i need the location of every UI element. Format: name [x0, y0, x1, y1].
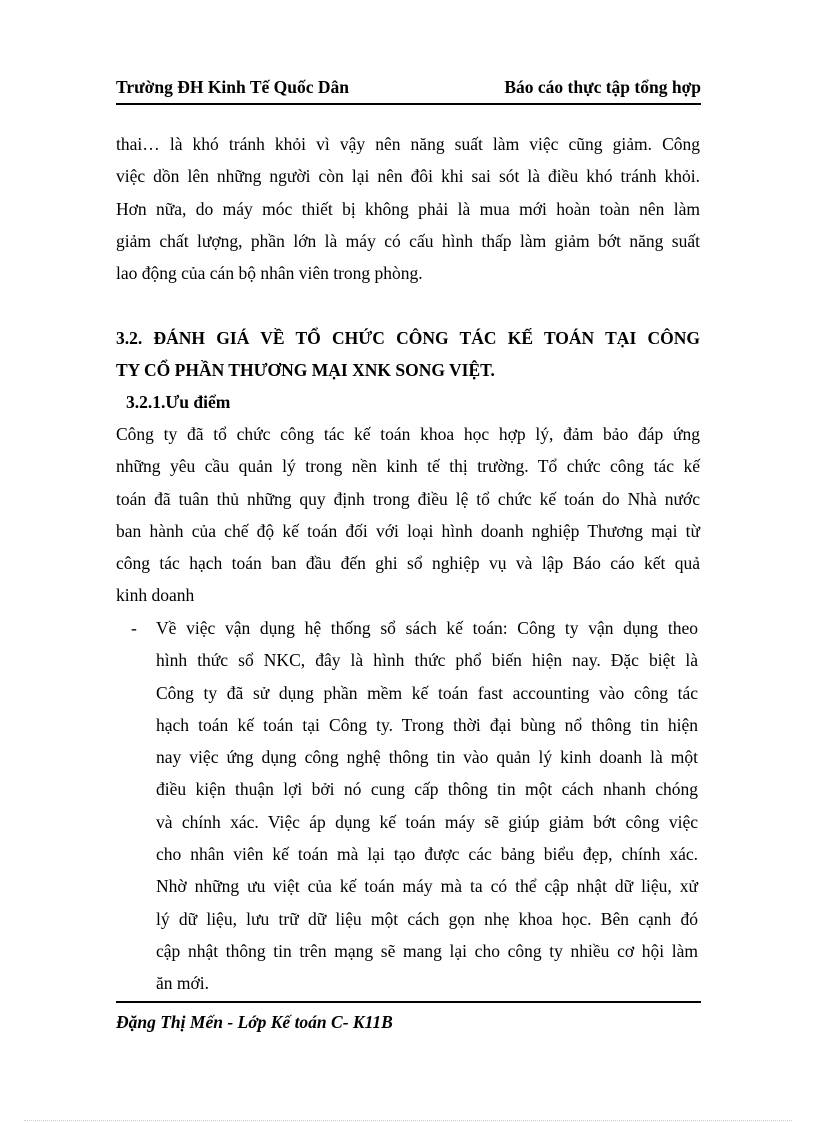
text-line: toán đã tuân thủ những quy định trong điều lệ tổ chức kế toán do Nhà nước	[116, 488, 700, 509]
text-line: giảm chất lượng, phần lớn là máy có cấu hình thấp làm giảm bớt năng suất	[116, 230, 700, 251]
text-line: công tác hạch toán ban đầu đến ghi sổ nghiệp vụ và lập Báo cáo kết quả	[116, 553, 700, 574]
text-line: Hơn nữa, do máy móc thiết bị không phải là mua mới hoàn toàn nên làm	[116, 198, 700, 219]
header-report-title: Báo cáo thực tập tổng hợp	[504, 77, 701, 97]
text-line: những yêu cầu quản lý trong nền kinh tế thị trường. Tổ chức công tác kế	[116, 456, 700, 477]
text-line: hạch toán kế toán tại Công ty. Trong thời đại bùng nổ thông tin hiện	[156, 714, 698, 735]
text-line: việc dồn lên những người còn lại nên đôi khi sai sót là điều khó tránh khỏi.	[116, 166, 700, 187]
section-heading	[116, 322, 700, 386]
text-line: cho nhân viên kế toán mà lại tạo được các bảng biểu đẹp, chính xác.	[156, 844, 698, 865]
text-line: Công ty đã sử dụng phần mềm kế toán fast accounting vào công tác	[156, 682, 698, 703]
header-divider	[116, 103, 701, 105]
section-heading-line: TY CỔ PHẦN THƯƠNG MẠI XNK SONG VIỆT.	[116, 360, 495, 380]
text-line: cập nhật thông tin trên mạng sẽ mang lại cho công ty nhiều cơ hội làm	[156, 940, 698, 961]
text-line: hình thức sổ NKC, đây là hình thức phổ biến hiện nay. Đặc biệt là	[156, 650, 698, 671]
page-edge-rule	[24, 1120, 792, 1121]
header-university: Trường ĐH Kinh Tế Quốc Dân	[116, 77, 349, 97]
text-line: Nhờ những ưu việt của kế toán máy mà ta có thể cập nhật dữ liệu, xử	[156, 876, 698, 897]
text-line: và chính xác. Việc áp dụng kế toán máy sẽ giúp giảm bớt công việc	[156, 811, 698, 832]
page-header	[116, 76, 701, 98]
text-line: thai… là khó tránh khỏi vì vậy nên năng suất làm việc cũng giảm. Công	[116, 134, 700, 154]
bullet-marker: -	[131, 618, 137, 638]
text-line: lý dữ liệu, lưu trữ dữ liệu một cách gọn nhẹ khoa học. Bên cạnh đó	[156, 908, 698, 929]
page-footer: Đặng Thị Mến - Lớp Kế toán C- K11B	[116, 1012, 393, 1032]
text-line: ban hành của chế độ kế toán đối với loại hình doanh nghiệp Thương mại từ	[116, 520, 700, 541]
footer-divider	[116, 1001, 701, 1003]
text-line: lao động của cán bộ nhân viên trong phòng.	[116, 263, 423, 284]
text-line: điều kiện thuận lợi bởi nó cung cấp thông tin một cách nhanh chóng	[156, 779, 698, 800]
advantages-paragraph	[116, 418, 700, 612]
text-line: nay việc ứng dụng công nghệ thông tin vào quản lý kinh doanh là một	[156, 747, 698, 768]
text-line: Về việc vận dụng hệ thống sổ sách kế toán: Công ty vận dụng theo	[156, 618, 698, 638]
bullet-paragraph	[156, 612, 698, 1000]
subsection-heading: 3.2.1.Ưu điểm	[126, 392, 231, 412]
section-heading-line: 3.2. ĐÁNH GIÁ VỀ TỔ CHỨC CÔNG TÁC KẾ TOÁN TẠI CÔNG	[116, 328, 700, 348]
text-line: Công ty đã tổ chức công tác kế toán khoa học hợp lý, đảm bảo đáp ứng	[116, 424, 700, 444]
text-line: kinh doanh	[116, 585, 195, 606]
text-line: ăn mới.	[156, 973, 209, 994]
intro-paragraph	[116, 128, 700, 289]
